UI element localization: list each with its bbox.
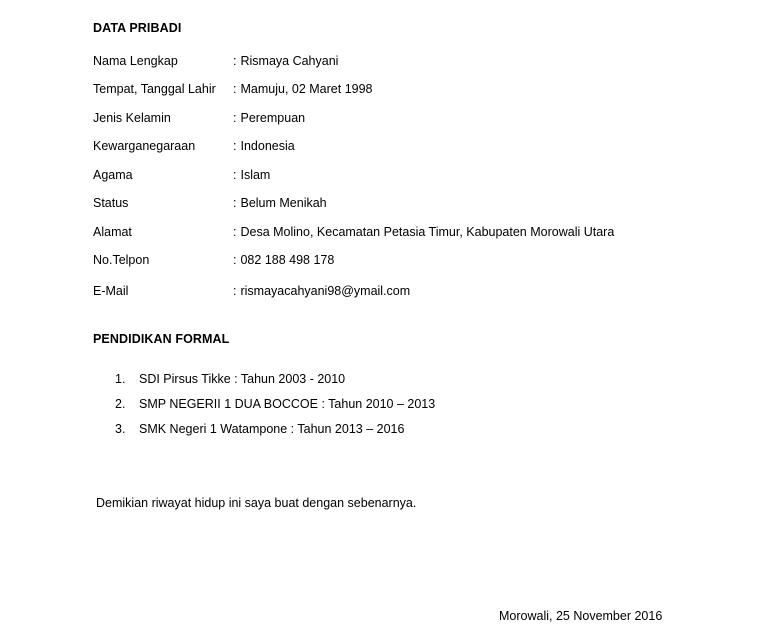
field-colon: : [233, 225, 237, 239]
education-item-number: 2. [115, 397, 126, 411]
education-item-text: SMK Negeri 1 Watampone : Tahun 2013 – 2016 [139, 422, 405, 436]
field-label: Tempat, Tanggal Lahir [93, 82, 216, 96]
education-item-text: SMP NEGERII 1 DUA BOCCOE : Tahun 2010 – 2013 [139, 397, 436, 411]
field-label: Agama [93, 168, 133, 182]
field-value: Rismaya Cahyani [240, 54, 339, 68]
field-label: Nama Lengkap [93, 54, 178, 68]
field-colon: : [233, 139, 237, 153]
field-label: E-Mail [93, 284, 129, 298]
field-value: Islam [240, 168, 271, 182]
field-value: Mamuju, 02 Maret 1998 [240, 82, 373, 96]
education-item-number: 1. [115, 372, 126, 386]
field-label: Status [93, 196, 129, 210]
field-label: Alamat [93, 225, 132, 239]
field-label: Kewarganegaraan [93, 139, 196, 153]
field-colon: : [233, 82, 237, 96]
field-colon: : [233, 253, 237, 267]
field-label: Jenis Kelamin [93, 111, 171, 125]
place-date: Morowali, 25 November 2016 [499, 609, 663, 623]
field-value: Belum Menikah [240, 196, 327, 210]
field-colon: : [233, 54, 237, 68]
field-label: No.Telpon [93, 253, 150, 267]
field-colon: : [233, 168, 237, 182]
field-value: rismayacahyani98@ymail.com [240, 284, 411, 298]
field-value: 082 188 498 178 [240, 253, 335, 267]
education-item-number: 3. [115, 422, 126, 436]
field-colon: : [233, 111, 237, 125]
closing-statement: Demikian riwayat hidup ini saya buat dengan sebenarnya. [96, 496, 417, 510]
field-value: Perempuan [240, 111, 306, 125]
field-colon: : [233, 284, 237, 298]
education-heading: PENDIDIKAN FORMAL [93, 332, 230, 346]
field-value: Desa Molino, Kecamatan Petasia Timur, Kabupaten Morowali Utara [240, 225, 615, 239]
field-value: Indonesia [240, 139, 295, 153]
field-colon: : [233, 196, 237, 210]
personal-data-heading: DATA PRIBADI [93, 21, 182, 35]
education-item-text: SDI Pirsus Tikke : Tahun 2003 - 2010 [139, 372, 346, 386]
